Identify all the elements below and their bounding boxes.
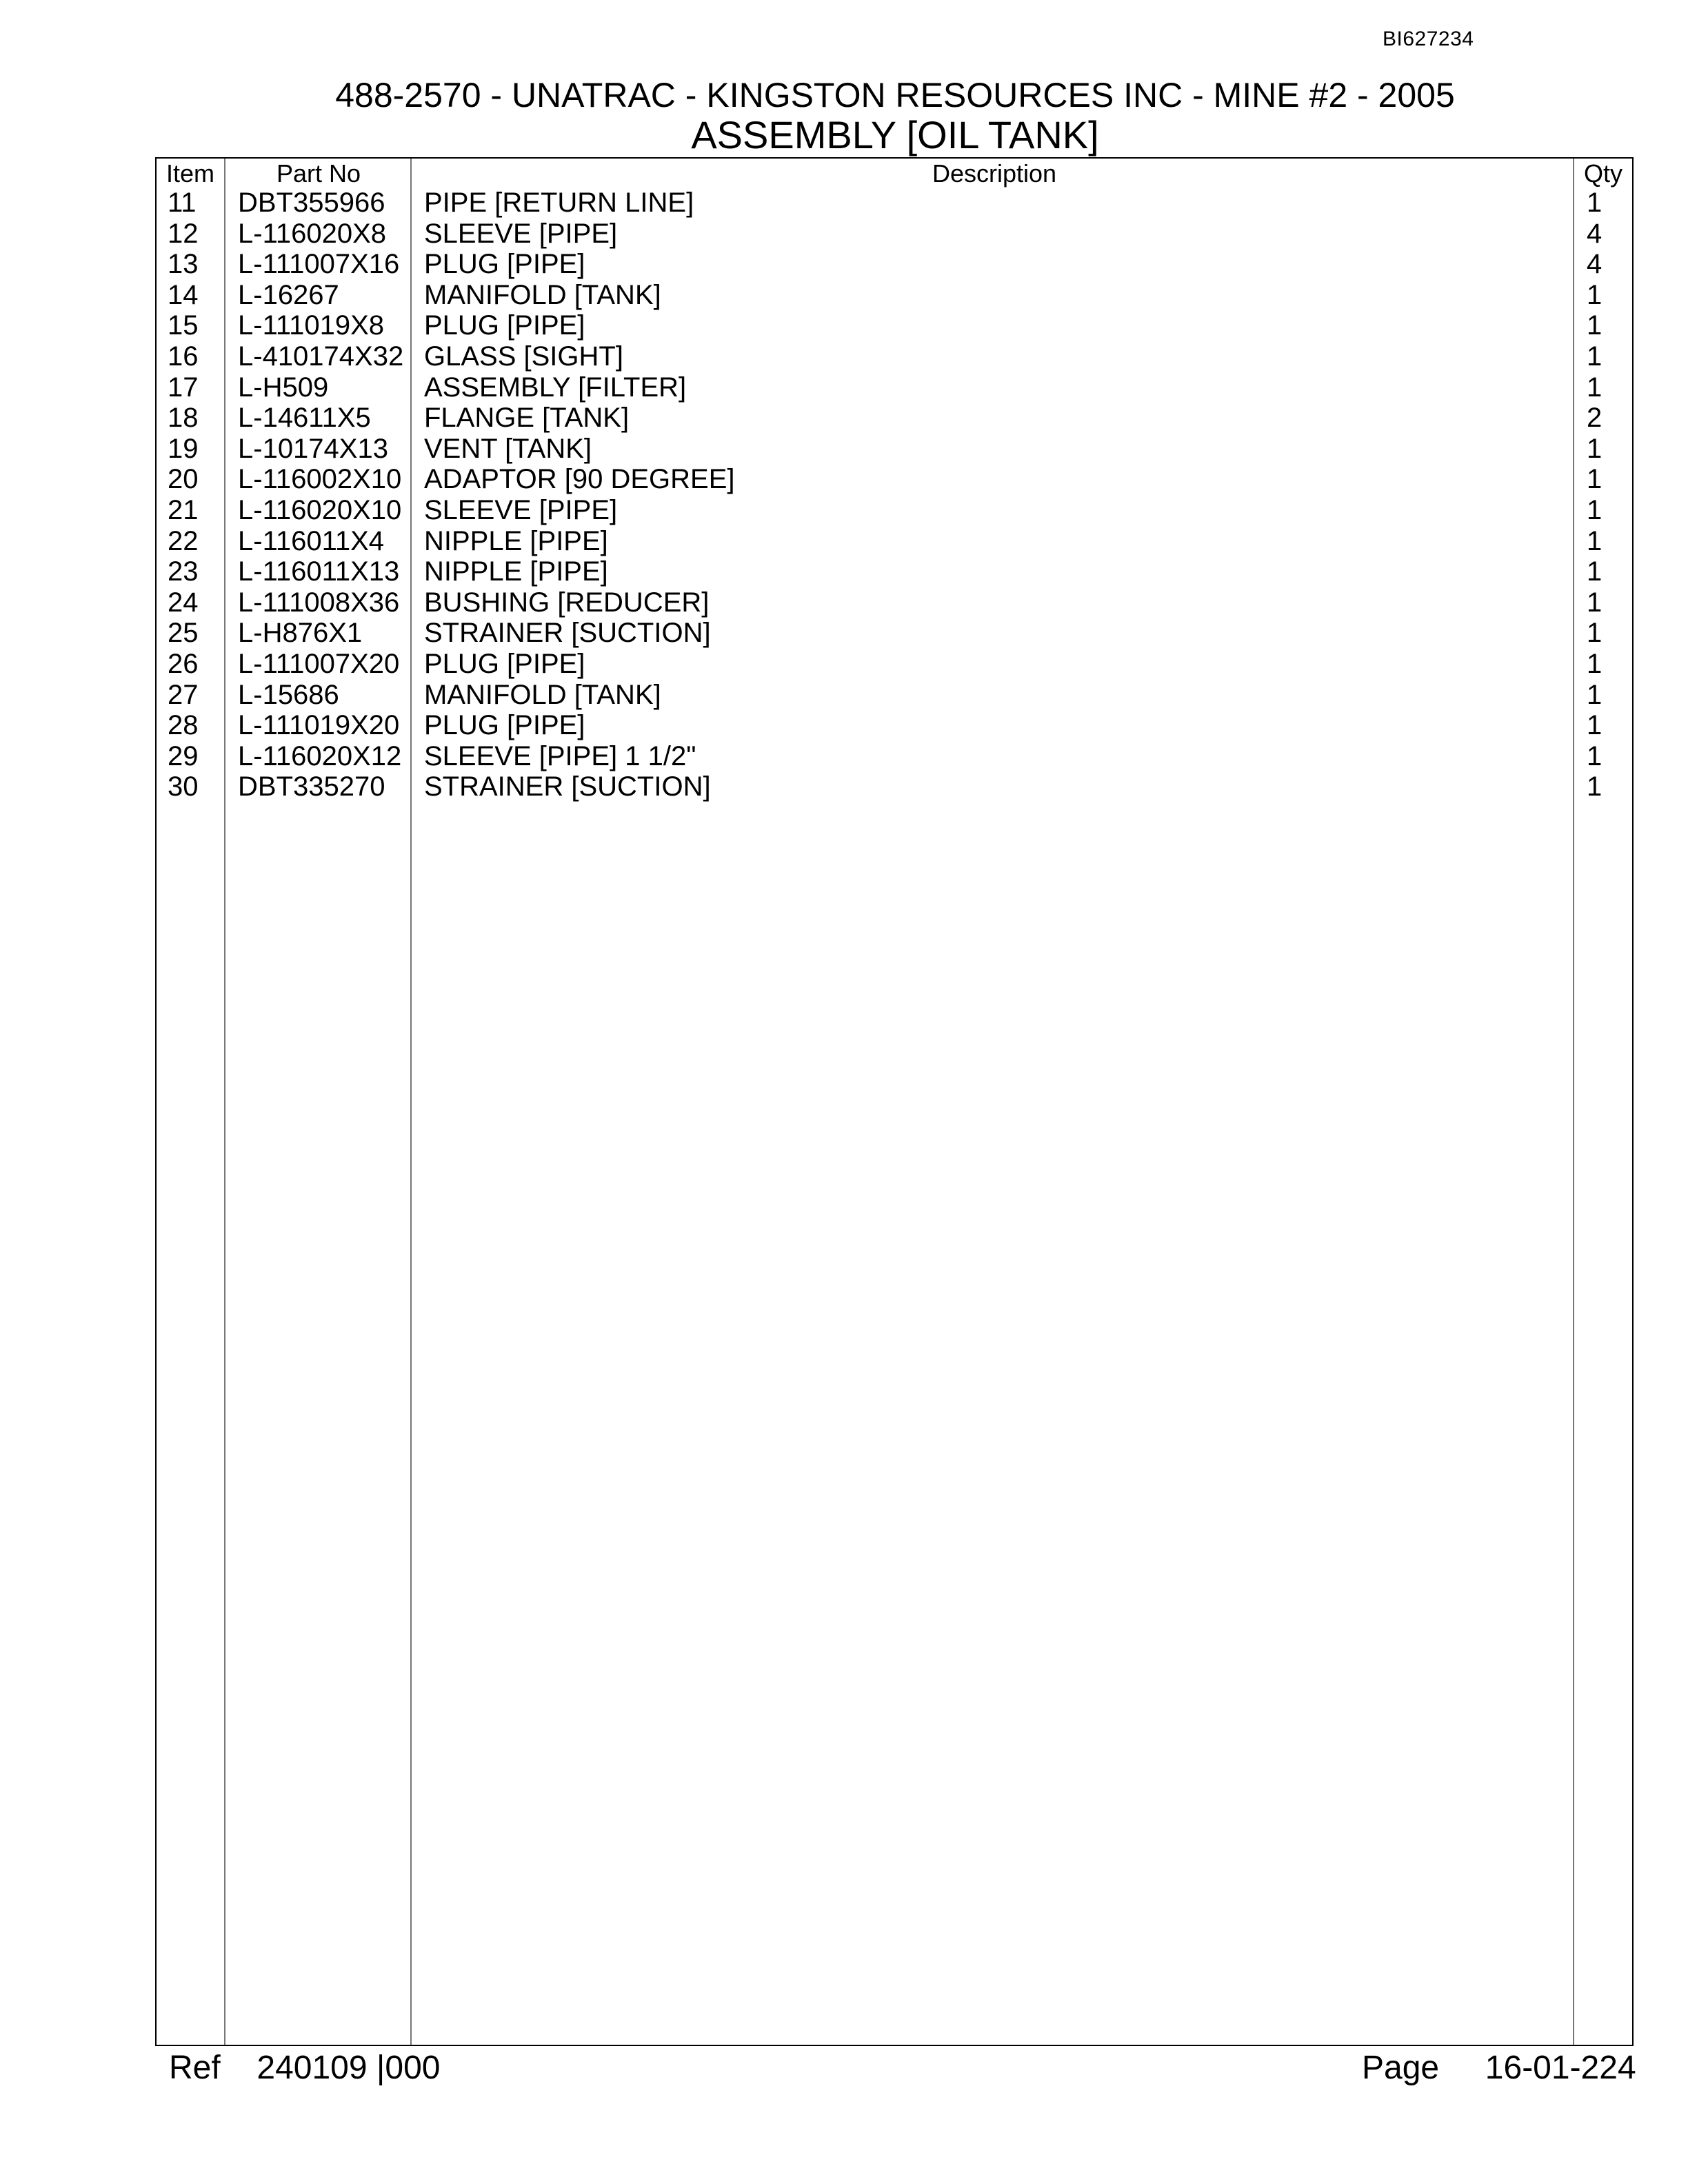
part-no-cell: L-14611X5 (238, 403, 371, 434)
item-cell: 26 (168, 648, 199, 679)
qty-cell: 1 (1587, 556, 1602, 587)
footer-ref (169, 2049, 440, 2087)
part-no-cell: L-111019X8 (238, 310, 385, 341)
table-row (157, 341, 1632, 372)
part-no-cell: L-116020X10 (238, 494, 402, 525)
qty-cell: 2 (1587, 403, 1602, 434)
table-row (157, 556, 1632, 587)
qty-cell: 1 (1587, 525, 1602, 556)
part-no-cell: L-15686 (238, 679, 339, 710)
description-cell: MANIFOLD [TANK] (424, 279, 661, 310)
table-row (157, 587, 1632, 618)
qty-cell: 1 (1587, 372, 1602, 403)
part-no-cell: L-111007X16 (238, 249, 400, 280)
description-cell: MANIFOLD [TANK] (424, 679, 661, 710)
table-row (157, 710, 1632, 741)
assembly-title: ASSEMBLY [OIL TANK] (691, 113, 1099, 156)
page-label: Page (1362, 2050, 1440, 2086)
description-cell: PLUG [PIPE] (424, 310, 585, 341)
qty-cell: 1 (1587, 464, 1602, 495)
qty-cell: 1 (1587, 679, 1602, 710)
qty-cell: 1 (1587, 494, 1602, 525)
part-no-cell: L-111019X20 (238, 710, 400, 741)
item-cell: 25 (168, 618, 199, 649)
table-row (157, 219, 1632, 250)
description-cell: PLUG [PIPE] (424, 648, 585, 679)
part-no-cell: L-116020X8 (238, 218, 386, 249)
part-no-cell: L-410174X32 (238, 341, 404, 372)
qty-cell: 1 (1587, 648, 1602, 679)
item-cell: 27 (168, 679, 199, 710)
description-cell: SLEEVE [PIPE] (424, 494, 618, 525)
qty-cell: 1 (1587, 771, 1602, 802)
part-no-cell: L-116002X10 (238, 464, 402, 495)
ref-label: Ref (169, 2050, 221, 2086)
part-no-cell: L-116011X4 (238, 525, 385, 556)
qty-cell: 1 (1587, 310, 1602, 341)
table-row (157, 249, 1632, 280)
description-cell: PIPE [RETURN LINE] (424, 188, 694, 218)
description-cell: BUSHING [REDUCER] (424, 587, 710, 618)
qty-cell: 4 (1587, 249, 1602, 280)
description-cell: ASSEMBLY [FILTER] (424, 372, 687, 403)
part-no-cell: L-111007X20 (238, 648, 400, 679)
header-item: Item (166, 159, 215, 188)
item-cell: 12 (168, 218, 199, 249)
footer-page (1362, 2049, 1636, 2087)
description-cell: NIPPLE [PIPE] (424, 525, 608, 556)
item-cell: 16 (168, 341, 199, 372)
qty-cell: 1 (1587, 740, 1602, 771)
document-id: BI627234 (1383, 28, 1474, 50)
table-row (157, 310, 1632, 341)
table-row (157, 188, 1632, 219)
description-cell: NIPPLE [PIPE] (424, 556, 608, 587)
qty-cell: 1 (1587, 188, 1602, 218)
header-description: Description (932, 159, 1057, 188)
table-row (157, 403, 1632, 434)
description-cell: GLASS [SIGHT] (424, 341, 623, 372)
table-row (157, 618, 1632, 649)
description-cell: STRAINER [SUCTION] (424, 618, 711, 649)
description-cell: FLANGE [TANK] (424, 403, 630, 434)
table-row (157, 372, 1632, 403)
table-row (157, 649, 1632, 680)
part-no-cell: DBT335270 (238, 771, 385, 802)
table-row (157, 464, 1632, 495)
item-cell: 21 (168, 494, 199, 525)
item-cell: 20 (168, 464, 199, 495)
description-cell: SLEEVE [PIPE] 1 1/2" (424, 740, 696, 771)
page-value: 16-01-224 (1485, 2050, 1636, 2086)
description-cell: ADAPTOR [90 DEGREE] (424, 464, 735, 495)
table-row (157, 526, 1632, 557)
item-cell: 29 (168, 740, 199, 771)
description-cell: VENT [TANK] (424, 433, 592, 464)
description-cell: PLUG [PIPE] (424, 249, 585, 280)
part-no-cell: L-16267 (238, 279, 339, 310)
item-cell: 23 (168, 556, 199, 587)
item-cell: 18 (168, 403, 199, 434)
item-cell: 28 (168, 710, 199, 741)
qty-cell: 1 (1587, 433, 1602, 464)
item-cell: 17 (168, 372, 199, 403)
part-no-cell: DBT355966 (238, 188, 385, 218)
part-no-cell: L-116011X13 (238, 556, 400, 587)
part-no-cell: L-10174X13 (238, 433, 388, 464)
qty-cell: 1 (1587, 710, 1602, 741)
table-row (157, 741, 1632, 772)
table-row (157, 280, 1632, 311)
item-cell: 15 (168, 310, 199, 341)
description-cell: SLEEVE [PIPE] (424, 218, 618, 249)
item-cell: 24 (168, 587, 199, 618)
qty-cell: 1 (1587, 279, 1602, 310)
document-title: 488-2570 - UNATRAC - KINGSTON RESOURCES INC - MINE #2 - 2005 (335, 76, 1455, 114)
qty-cell: 1 (1587, 587, 1602, 618)
item-cell: 13 (168, 249, 199, 280)
description-cell: PLUG [PIPE] (424, 710, 585, 741)
header-qty: Qty (1584, 159, 1623, 188)
description-cell: STRAINER [SUCTION] (424, 771, 711, 802)
part-no-cell: L-H509 (238, 372, 329, 403)
part-no-cell: L-111008X36 (238, 587, 400, 618)
item-cell: 22 (168, 525, 199, 556)
header-part-no: Part No (277, 159, 361, 188)
item-cell: 14 (168, 279, 199, 310)
table-body (157, 188, 1632, 802)
qty-cell: 4 (1587, 218, 1602, 249)
parts-table (155, 157, 1634, 2046)
table-row (157, 434, 1632, 465)
table-row (157, 771, 1632, 802)
table-row (157, 680, 1632, 711)
part-no-cell: L-116020X12 (238, 740, 402, 771)
item-cell: 30 (168, 771, 199, 802)
ref-value: 240109 |000 (257, 2050, 441, 2086)
item-cell: 19 (168, 433, 199, 464)
qty-cell: 1 (1587, 618, 1602, 649)
item-cell: 11 (168, 188, 197, 218)
part-no-cell: L-H876X1 (238, 618, 363, 649)
table-row (157, 495, 1632, 526)
qty-cell: 1 (1587, 341, 1602, 372)
